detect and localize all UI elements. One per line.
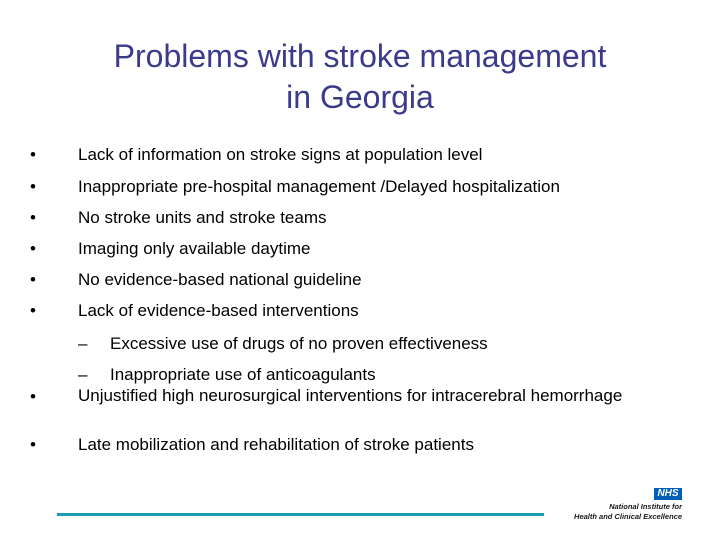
nice-logo-line-2: Health and Clinical Excellence: [574, 512, 682, 521]
bullet-text: No stroke units and stroke teams: [78, 208, 327, 227]
nice-logo: [562, 488, 682, 524]
bullet-dot: •: [30, 145, 36, 164]
bullet-text: Lack of evidence-based interventions: [78, 301, 359, 320]
sub-bullet-dash: –: [78, 334, 88, 353]
nhs-badge: NHS: [654, 488, 682, 500]
sub-bullet-dash: –: [78, 365, 88, 384]
bullet-text: Lack of information on stroke signs at population level: [78, 145, 483, 164]
slide-title-line-2: in Georgia: [286, 79, 434, 115]
bullet-dot: •: [30, 435, 36, 454]
bullet-text: Inappropriate pre-hospital management /Delayed hospitalization: [78, 177, 560, 196]
bullet-text: Unjustified high neurosurgical interventions for intracerebral hemorrhage: [78, 386, 623, 405]
sub-bullet-text: Excessive use of drugs of no proven effectiveness: [110, 334, 488, 353]
bullet-dot: •: [30, 301, 36, 320]
slide-title-line-1: Problems with stroke management: [113, 38, 607, 74]
slide-title: [0, 36, 720, 118]
bullet-dot: •: [30, 270, 36, 289]
footer-divider: [57, 513, 544, 516]
bullet-dot: •: [30, 239, 36, 258]
bullet-text: Imaging only available daytime: [78, 239, 311, 258]
sub-bullet-text: Inappropriate use of anticoagulants: [110, 365, 376, 384]
bullet-text: No evidence-based national guideline: [78, 270, 362, 289]
bullet-dot: •: [30, 387, 36, 406]
nice-logo-line-1: National Institute for: [609, 502, 682, 511]
bullet-dot: •: [30, 208, 36, 227]
bullet-dot: •: [30, 177, 36, 196]
bullet-text: Late mobilization and rehabilitation of stroke patients: [78, 435, 474, 454]
